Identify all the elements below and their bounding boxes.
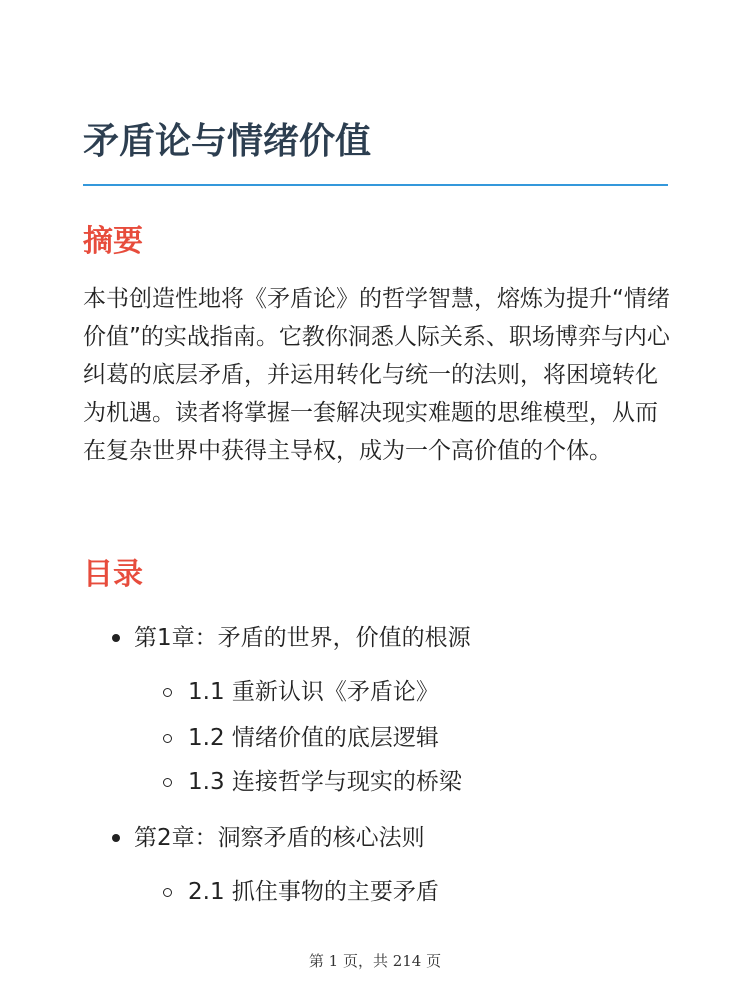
- bullet-disc-icon: [112, 634, 120, 642]
- toc-heading: 目录: [83, 557, 143, 592]
- abstract-paragraph: 本书创造性地将《矛盾论》的哲学智慧，熔炼为提升“情绪价值”的实战指南。它教你洞悉人际关系、职场博弈与内心纠葛的底层矛盾，并运用转化与统一的法则，将困境转化为机遇。读者将掌握一套解决现实难题的思维模型，从而在复杂世界中获得主导权，成为一个高价值的个体。: [83, 286, 670, 464]
- bullet-circle-icon: [163, 888, 172, 897]
- bullet-circle-icon: [163, 778, 172, 787]
- bullet-disc-icon: [112, 834, 120, 842]
- bullet-circle-icon: [163, 734, 172, 743]
- toc-item-label: 1.1 重新认识《矛盾论》: [188, 679, 439, 705]
- toc-item-label: 1.3 连接哲学与现实的桥梁: [188, 769, 462, 795]
- toc-item-label: 第1章：矛盾的世界，价值的根源: [134, 625, 471, 651]
- toc-item-label: 2.1 抓住事物的主要矛盾: [188, 879, 439, 905]
- toc-item-label: 第2章：洞察矛盾的核心法则: [134, 825, 425, 851]
- title-divider: [83, 184, 668, 186]
- toc-item-label: 1.2 情绪价值的底层逻辑: [188, 725, 439, 751]
- abstract-heading: 摘要: [83, 224, 143, 259]
- page-footer: 第 1 页，共 214 页: [308, 952, 442, 970]
- document-title: 矛盾论与情绪价值: [83, 121, 372, 162]
- bullet-circle-icon: [163, 688, 172, 697]
